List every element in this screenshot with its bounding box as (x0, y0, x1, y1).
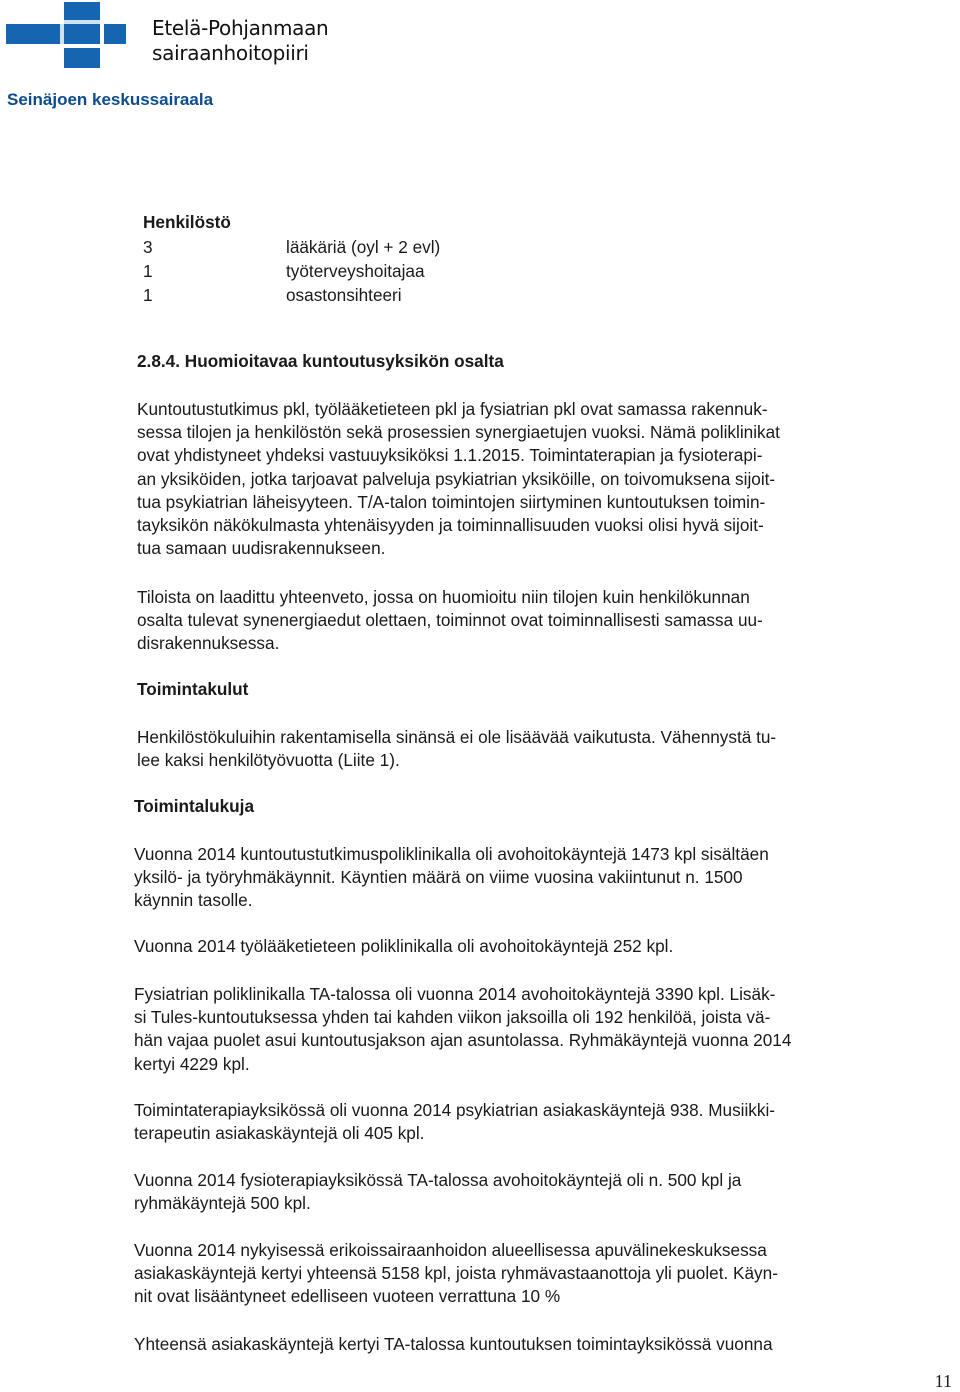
staff-row (143, 283, 440, 307)
staff-list (143, 235, 440, 307)
text-line: terapeutin asiakaskäyntejä oli 405 kpl. (134, 1123, 425, 1144)
cross-logo-icon (6, 2, 146, 70)
text-line: Kuntoutustutkimus pkl, työlääketieteen pkl ja fysiatrian pkl ovat samassa rakennuk- (137, 399, 768, 419)
text-line: disrakennuksessa. (137, 633, 280, 654)
text-line: osalta tulevat synenergiaedut olettaen, toiminnot ovat toiminnallisesti samassa uu- (137, 610, 763, 631)
section-title: 2.8.4. Huomioitavaa kuntoutusyksikön osalta (137, 351, 504, 371)
org-name-line2: sairaanhoitopiiri (152, 41, 309, 65)
costs-heading: Toimintakulut (137, 679, 249, 699)
text-line: an yksiköiden, jotka tarjoavat palveluja psykiatrian yksiköille, on toivomuksena sijoit- (137, 468, 776, 489)
staff-heading: Henkilöstö (143, 212, 231, 232)
text-line: tayksikön näkökulmasta yhtenäisyyden ja toiminnallisuuden vuoksi olisi hyvä sijoit- (137, 515, 764, 536)
text-line: asiakaskäyntejä kertyi yhteensä 5158 kpl, joista ryhmävastaanottoja yli puolet. Käyn- (134, 1263, 778, 1284)
text-line: tua samaan uudisrakennukseen. (137, 538, 386, 559)
text-line: ovat yhdistyneet yhdeksi vastuuyksiköksi 1.1.2015. Toimintaterapian ja fysioterapi- (137, 445, 763, 466)
staff-row (143, 259, 440, 283)
org-logo (6, 2, 336, 70)
staff-row (143, 235, 440, 259)
text-line: nit ovat lisääntyneet edelliseen vuoteen verrattuna 10 % (134, 1286, 561, 1307)
text-line: lee kaksi henkilötyövuotta (Liite 1). (137, 750, 400, 771)
text-line: kertyi 4229 kpl. (134, 1053, 250, 1074)
text-line: Toimintaterapiayksikössä oli vuonna 2014 psykiatrian asiakaskäyntejä 938. Musiikki- (134, 1100, 776, 1120)
text-line: hän vajaa puolet asui kuntoutusjakson ajan asuntolassa. Ryhmäkäyntejä vuonna 2014 (134, 1030, 792, 1051)
org-name-line1: Etelä-Pohjanmaan (152, 16, 329, 40)
text-line: Vuonna 2014 työlääketieteen poliklinikalla oli avohoitokäyntejä 252 kpl. (134, 936, 674, 956)
text-line: ryhmäkäyntejä 500 kpl. (134, 1193, 311, 1214)
text-line: yksilö- ja työryhmäkäynnit. Käyntien määrä on viime vuosina vakiintunut n. 1500 (134, 867, 743, 888)
staff-role: osastonsihteeri (286, 285, 402, 305)
text-line: Vuonna 2014 fysioterapiayksikössä TA-talossa avohoitokäyntejä oli n. 500 kpl ja (134, 1170, 742, 1190)
text-line: Vuonna 2014 nykyisessä erikoissairaanhoidon alueellisessa apuvälinekeskuksessa (134, 1240, 767, 1260)
staff-count: 1 (143, 285, 153, 305)
text-line: si Tules-kuntoutuksessa yhden tai kahden viikon jaksoilla oli 192 henkilöä, joista vä- (134, 1007, 771, 1028)
staff-count: 1 (143, 261, 153, 281)
paragraph-units (137, 398, 780, 560)
figures-paragraph (134, 1099, 775, 1145)
figures-paragraph (134, 935, 673, 958)
paragraph-costs (137, 726, 776, 772)
text-line: käynnin tasolle. (134, 890, 253, 911)
paragraph-summary (137, 586, 763, 656)
staff-role: lääkäriä (oyl + 2 evl) (286, 237, 441, 257)
figures-paragraph (134, 1169, 741, 1215)
staff-role: työterveyshoitajaa (286, 261, 425, 281)
figures-paragraph (134, 1239, 778, 1309)
staff-count: 3 (143, 237, 153, 257)
figures-paragraph (134, 983, 791, 1076)
figures-paragraph (134, 1333, 773, 1356)
text-line: Henkilöstökuluihin rakentamisella sinänsä ei ole lisäävää vaikutusta. Vähennystä tu- (137, 727, 777, 747)
figures-heading: Toimintalukuja (134, 796, 255, 816)
page-number: 11 (934, 1371, 952, 1391)
text-line: Yhteensä asiakaskäyntejä kertyi TA-talossa kuntoutuksen toimintayksikössä vuonna (134, 1334, 773, 1354)
figures-paragraph (134, 843, 769, 913)
text-line: Tiloista on laadittu yhteenveto, jossa on huomioitu niin tilojen kuin henkilökunnan (137, 587, 750, 607)
site-name: Seinäjoen keskussairaala (7, 90, 214, 109)
text-line: sessa tilojen ja henkilöstön sekä prosessien synergiaetujen vuoksi. Nämä poliklinikat (137, 422, 780, 443)
text-line: tua psykiatrian läheisyyteen. T/A-talon toimintojen siirtyminen kuntoutuksen toimin- (137, 491, 766, 512)
text-line: Vuonna 2014 kuntoutustutkimuspoliklinikalla oli avohoitokäyntejä 1473 kpl sisältäen (134, 844, 769, 864)
text-line: Fysiatrian poliklinikalla TA-talossa oli vuonna 2014 avohoitokäyntejä 3390 kpl. Lisäk- (134, 984, 776, 1004)
